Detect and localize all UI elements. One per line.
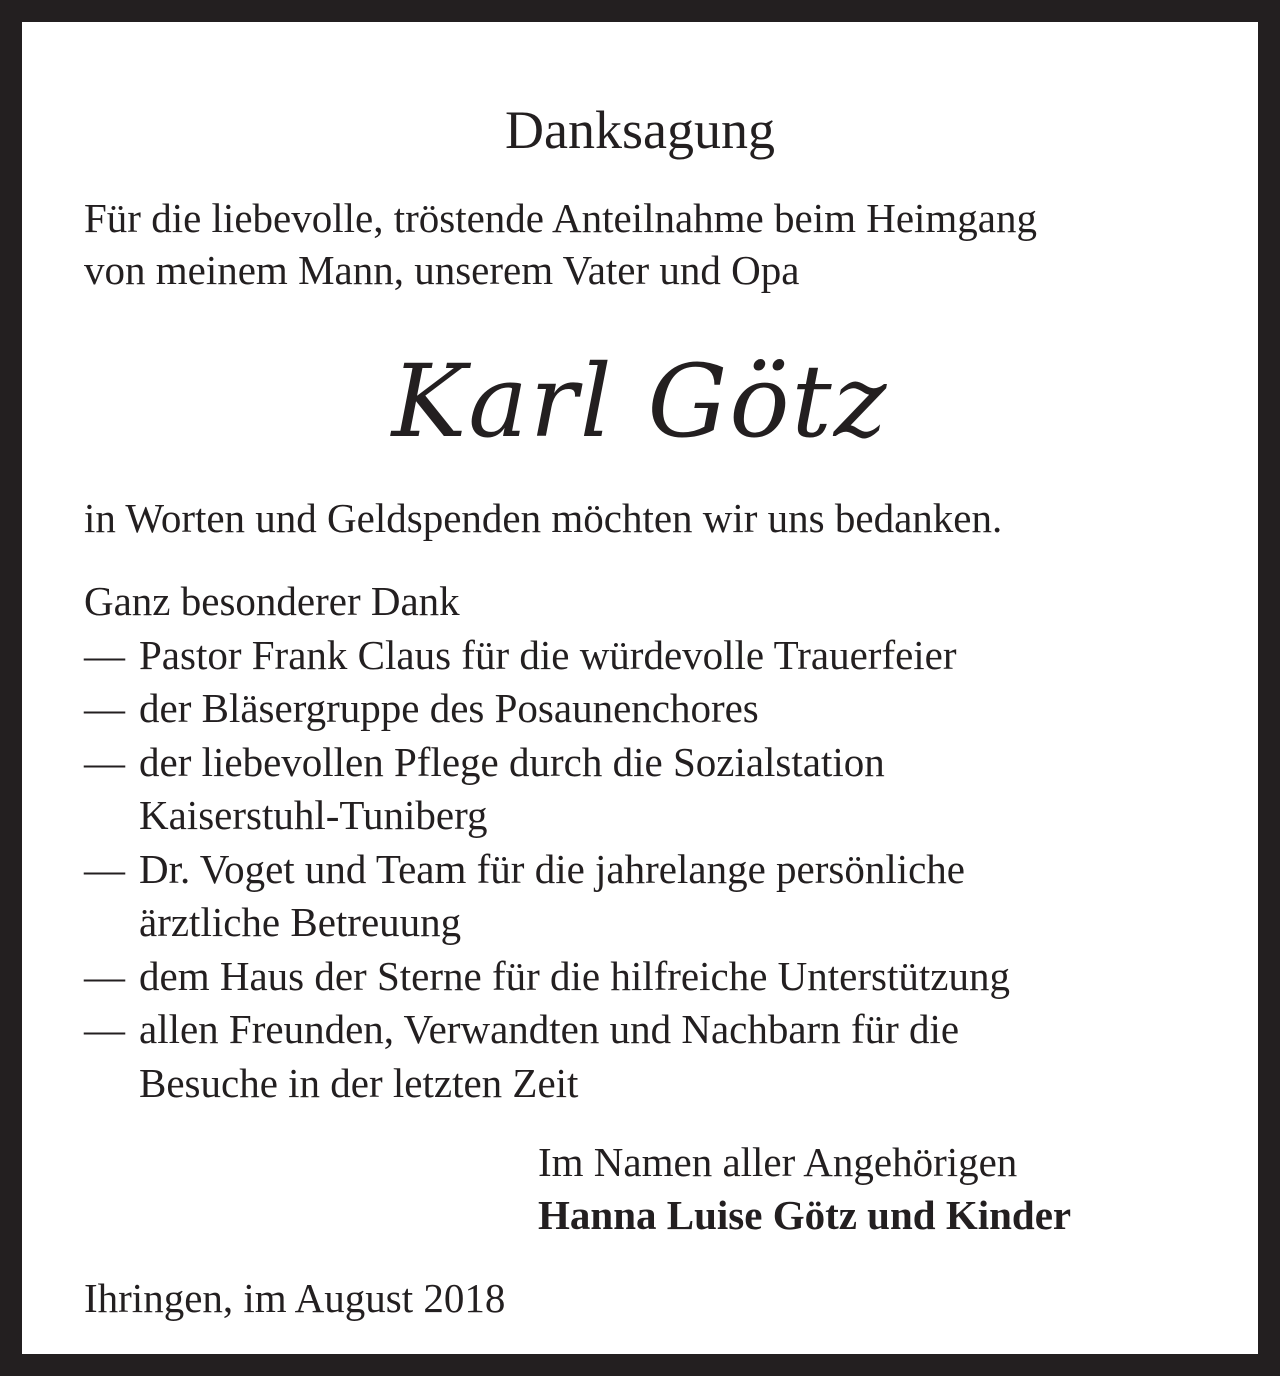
thanks-item <box>84 950 1264 1004</box>
thanks-title: Ganz besonderer Dank <box>84 578 460 624</box>
thanks-item-line: ärztliche Betreuung <box>139 899 462 945</box>
dash-bullet: — <box>84 845 125 892</box>
signature-block <box>538 1136 1071 1242</box>
thanks-item <box>84 736 1264 843</box>
thanks-item <box>84 843 1264 950</box>
thanks-item-line: allen Freunden, Verwandten und Nachbarn für die <box>139 1006 960 1052</box>
dash-bullet: — <box>84 952 125 999</box>
intro-line: von meinem Mann, unserem Vater und Opa <box>84 247 800 293</box>
thanks-item <box>84 682 1264 736</box>
thanks-item-line: Besuche in der letzten Zeit <box>139 1059 579 1106</box>
signature-line: Im Namen aller Angehörigen <box>538 1139 1018 1185</box>
thanks-section <box>84 575 1264 1110</box>
thanks-item-line: der Bläsergruppe des Posaunenchores <box>139 685 759 731</box>
notice-heading: Danksagung <box>505 100 775 160</box>
dash-bullet: — <box>84 631 125 678</box>
intro-text <box>84 192 1264 296</box>
deceased-name: Karl Götz <box>391 343 889 460</box>
closing-text: in Worten und Geldspenden möchten wir uns bedanken. <box>84 495 1003 541</box>
dash-bullet: — <box>84 685 125 731</box>
thanks-item <box>84 629 1264 683</box>
thanks-item-line: dem Haus der Sterne für die hilfreiche Unterstützung <box>139 952 1010 999</box>
thanks-item-line: Dr. Voget und Team für die jahrelange persönliche <box>139 845 966 892</box>
signature-names: Hanna Luise Götz und Kinder <box>538 1192 1072 1238</box>
thanks-item-line: Pastor Frank Claus für die würdevolle Trauerfeier <box>139 631 957 678</box>
dash-bullet: — <box>84 1006 125 1052</box>
place-date: Ihringen, im August 2018 <box>84 1275 506 1321</box>
dash-bullet: — <box>84 738 125 785</box>
intro-line: Für die liebevolle, tröstende Anteilnahme beim Heimgang <box>84 195 1038 241</box>
thanks-item-line: Kaiserstuhl-Tuniberg <box>139 792 488 838</box>
thanks-item <box>84 1003 1264 1110</box>
thanks-item-line: der liebevollen Pflege durch die Sozialstation <box>139 738 885 785</box>
